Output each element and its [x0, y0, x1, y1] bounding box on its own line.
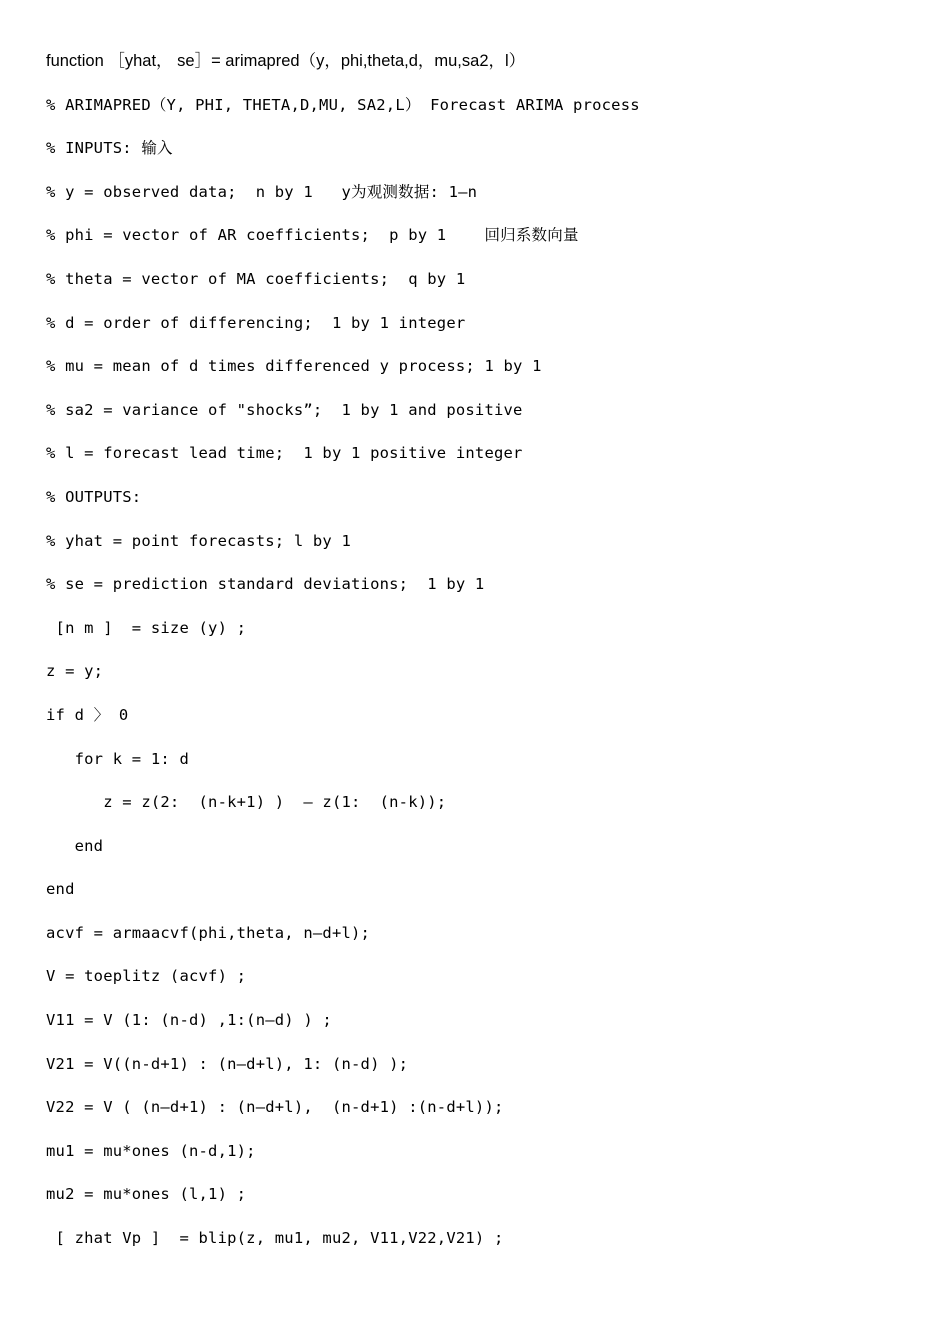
code-document [46, 47, 926, 1268]
code-line: acvf = armaacvf(phi,theta, n—d+l); [46, 923, 371, 942]
code-line: mu2 = mu*ones (l,1) ; [46, 1185, 247, 1204]
code-line: function ［yhat， se］= arimapred（y，phi,theta,d，mu,sa2，l） [46, 52, 526, 70]
code-line: % ARIMAPRED（Y, PHI, THETA,D,MU, SA2,L） Forecast ARIMA process [46, 95, 640, 114]
code-line: % mu = mean of d times differenced y process; 1 by 1 [46, 357, 542, 376]
code-line: mu1 = mu*ones (n-d,1); [46, 1141, 256, 1160]
code-line: % l = forecast lead time; 1 by 1 positive integer [46, 444, 523, 463]
code-line: % yhat = point forecasts; l by 1 [46, 531, 352, 550]
code-line: % y = observed data; n by 1 y为观测数据: 1—n [46, 182, 478, 201]
code-line: % INPUTS: 输入 [46, 139, 173, 158]
code-line: V21 = V((n-d+1) : (n—d+l), 1: (n-d) ); [46, 1054, 409, 1073]
code-line: % theta = vector of MA coefficients; q by 1 [46, 269, 466, 288]
code-line: % OUTPUTS: [46, 487, 142, 506]
code-line: [ zhat Vp ] = blip(z, mu1, mu2, V11,V22,V21) ; [46, 1229, 504, 1248]
code-line: % se = prediction standard deviations; 1 by 1 [46, 575, 485, 594]
code-line: % d = order of differencing; 1 by 1 integer [46, 313, 466, 332]
code-line: [n m ] = size (y) ; [46, 618, 247, 637]
code-line: % phi = vector of AR coefficients; p by 1 回归系数向量 [46, 226, 579, 245]
code-line: for k = 1: d [46, 749, 189, 768]
code-line: V11 = V (1: (n-d) ,1:(n—d) ) ; [46, 1011, 332, 1030]
code-line: V = toeplitz (acvf) ; [46, 967, 247, 986]
code-line: V22 = V ( (n—d+1) : (n—d+l), (n-d+1) :(n-d+l)); [46, 1098, 504, 1117]
code-line: z = y; [46, 662, 104, 681]
code-line: if d 〉 0 [46, 705, 129, 724]
code-line: z = z(2: (n-k+1) ) — z(1: (n-k)); [46, 793, 447, 812]
code-line: % sa2 = variance of "shocks”; 1 by 1 and positive [46, 400, 523, 419]
code-line: end [46, 836, 104, 855]
code-line: end [46, 880, 75, 899]
